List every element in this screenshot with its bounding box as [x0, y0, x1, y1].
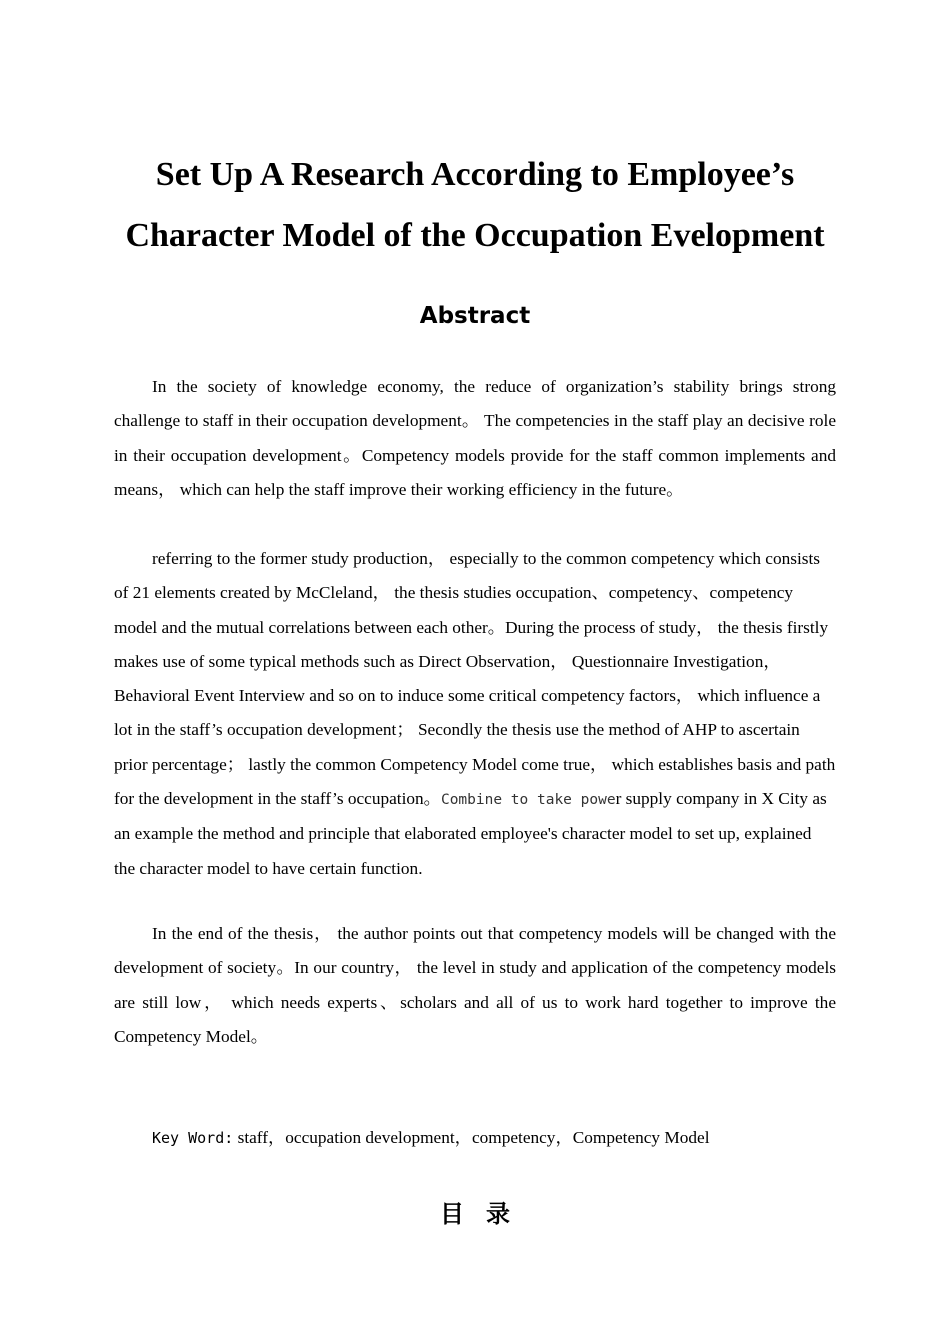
title-line-2: Character Model of the Occupation Evelopment	[125, 217, 825, 254]
title-line-1: Set Up A Research According to Employee’s	[155, 156, 795, 193]
paragraph-2-mono-fragment: Combine to take powe	[440, 792, 616, 809]
abstract-heading: Abstract	[419, 303, 531, 329]
abstract-paragraph-3	[114, 917, 836, 1054]
document-title	[94, 144, 856, 266]
abstract-paragraph-1	[114, 370, 836, 507]
paragraph-text: In the society of knowledge economy, the reduce of organization’s stability brings strong challenge to staff in their occupation development。 The competencies in the staff play an decisive role in their occupation development。Competency models provide for the staff common implements and means， which can help the staff improve their working efficiency in the future。	[114, 377, 836, 499]
paragraph-text	[114, 542, 836, 886]
keywords-label: Key Word:	[152, 1129, 234, 1147]
paragraph-text: In the end of the thesis， the author points out that competency models will be changed with the development of society。In our country， the level in study and application of the competency models are still low， which needs experts、scholars and all of us to work hard together to improve the Competency Model。	[114, 924, 836, 1046]
toc-heading: 目录	[440, 1200, 532, 1228]
keywords-value: staff，occupation development，competency，Competency Model	[233, 1128, 710, 1147]
paragraph-2-part-b: r supply company in X City as an example the method and principle that elaborated employee's character model to set up, explained the character model to have certain function.	[114, 789, 827, 878]
keywords-line	[152, 1121, 852, 1155]
paragraph-2-part-a: referring to the former study production， especially to the common competency which consists of 21 elements created by McCleland， the thesis studies occupation、competency、competency model and the mutual correlations between each other。During the process of study， the thesis firstly makes use of some typical methods such as Direct Observation， Questionnaire Investigation， Behavioral Event Interview and so on to induce some critical competency factors， which influence a lot in the staff’s occupation development； Secondly the thesis use the method of AHP to ascertain prior percentage； lastly the common Competency Model come true， which establishes basis and path for the development in the staff’s occupation。	[114, 549, 836, 809]
abstract-paragraph-2	[114, 542, 836, 886]
